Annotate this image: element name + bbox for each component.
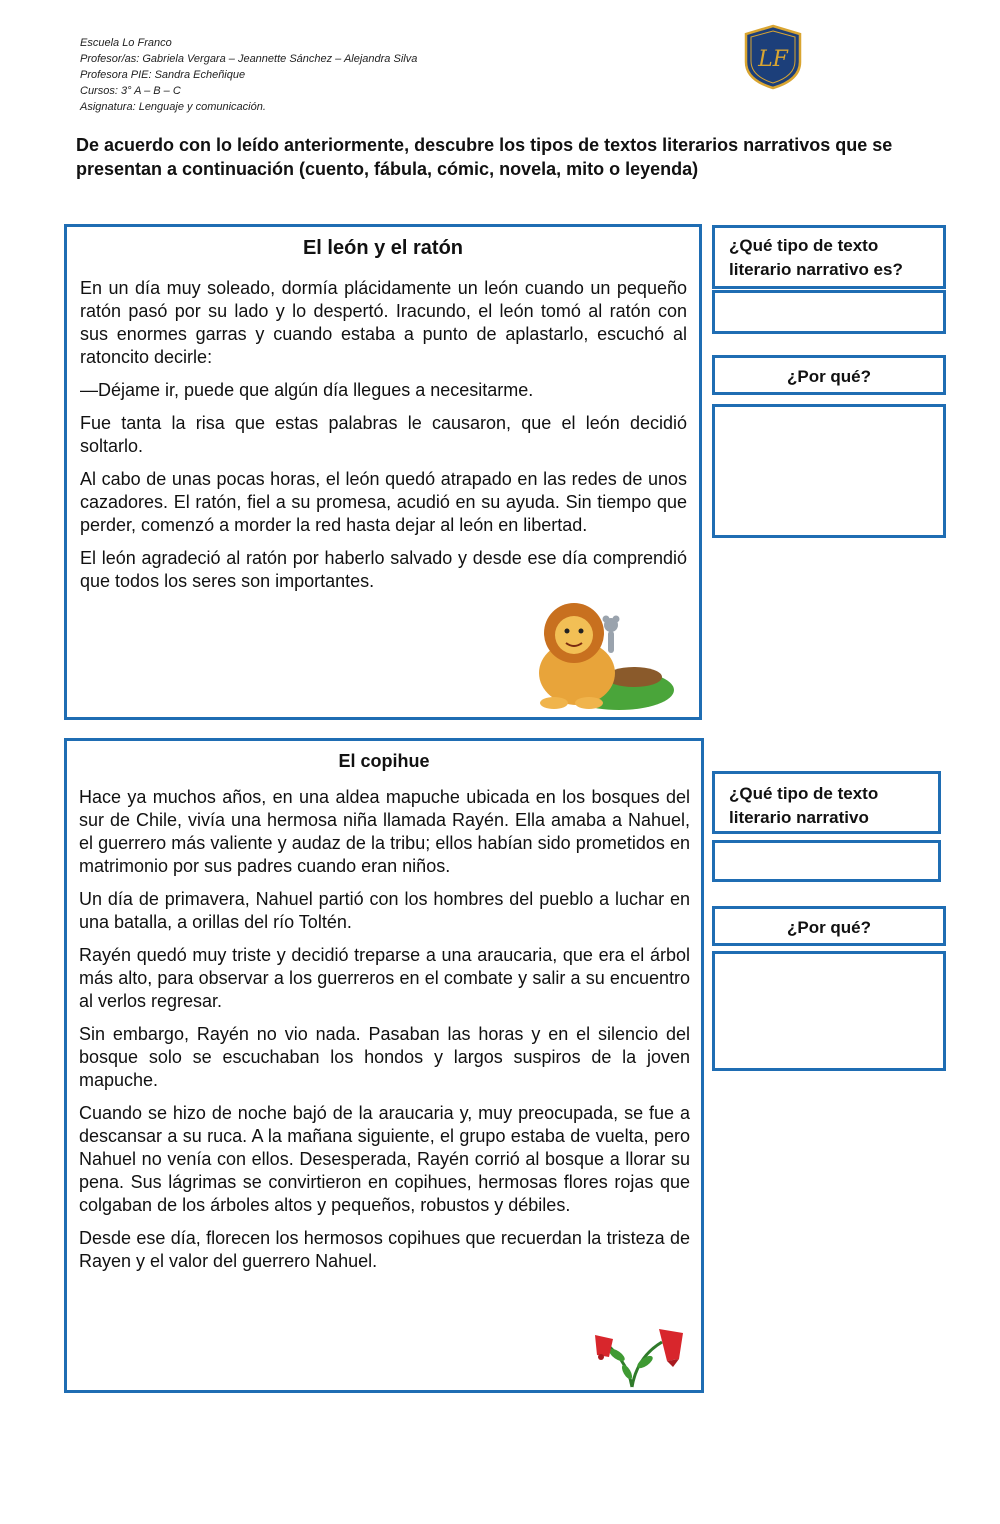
story-paragraph: —Déjame ir, puede que algún día llegues a necesitarme. [80,380,534,400]
story-box-leon-raton [64,224,702,720]
instruction-text: De acuerdo con lo leído anteriormente, descubre los tipos de textos literarios narrativos que se presentan a continuación (cuento, fábula, cómic, novela, mito o leyenda) [76,135,893,179]
question-why-label-box [712,906,946,946]
question-why-label: ¿Por qué? [786,918,872,937]
school-name: Escuela Lo Franco [80,37,172,49]
story-paragraph: Hace ya muchos años, en una aldea mapuche ubicada en los bosques del sur de Chile, vivía una hermosa niña llamada Rayén. Ella amaba a Nahuel, el guerrero más valiente y audaz de la tribu; ellos habían sido prometidos en matrimonio por sus padres cuando eran niños. [79,787,690,876]
question-type-label: ¿Qué tipo de texto literario narrativo es? [729,236,903,279]
story-body [79,786,690,1283]
courses-line: Cursos: 3° A – B – C [80,85,181,97]
story-paragraph: Cuando se hizo de noche bajó de la araucaria y, muy preocupada, se fue a descansar a su ruca. A la mañana siguiente, el grupo estaba de vuelta, pero Nahuel no venía con ellos. Desesperada, Rayén corrió al bosque a llorar su pena. Sus lágrimas se convirtieron en copihues, hermosas flores rojas que colgaban de los árboles altos y pequeños, robustos y débiles. [79,1103,690,1215]
answer-type-input[interactable] [712,290,946,334]
story-paragraph: Al cabo de unas pocas horas, el león quedó atrapado en las redes de unos cazadores. El ratón, fiel a su promesa, acudió en su ayuda. Sin tiempo que perder, comenzó a morder la red hasta dejar al león en libertad. [80,469,687,535]
story-paragraph: El león agradeció al ratón por haberlo salvado y desde ese día comprendió que todos los seres son importantes. [80,548,687,591]
story-body [80,277,687,603]
story-paragraph: Desde ese día, florecen los hermosos copihues que recuerdan la tristeza de Rayen y el valor del guerrero Nahuel. [79,1228,690,1271]
copihue-flower-illustration-icon [587,1317,691,1389]
lion-mouse-illustration-icon [519,595,679,713]
svg-text:LF: LF [758,47,788,72]
school-header [80,35,417,115]
question-why-label: ¿Por qué? [786,367,872,386]
teachers-line: Profesor/as: Gabriela Vergara – Jeannette Sánchez – Alejandra Silva [80,53,418,65]
story-paragraph: Sin embargo, Rayén no vio nada. Pasaban las horas y en el silencio del bosque solo se escuchaban los hondos y largos suspiros de la joven mapuche. [79,1024,690,1090]
story-paragraph: En un día muy soleado, dormía plácidamente un león cuando un pequeño ratón pasó por su lado y lo despertó. Iracundo, el león tomó al ratón con sus enormes garras y cuando estaba a punto de aplastarlo, escuchó al ratoncito decirle: [80,278,687,367]
pie-teacher-line: Profesora PIE: Sandra Echeñique [80,69,246,81]
question-type-label: ¿Qué tipo de texto literario narrativo [729,784,879,827]
answer-why-input[interactable] [712,404,946,538]
story-paragraph: Fue tanta la risa que estas palabras le causaron, que el león decidió soltarlo. [80,413,687,456]
school-logo-icon [740,24,806,90]
story-title: El león y el ratón [302,237,464,259]
question-type-label-box [712,225,946,289]
story-paragraph: Rayén quedó muy triste y decidió treparse a una araucaria, que era el árbol más alto, para observar a los guerreros en el combate y salir a su encuentro al verlos regresar. [79,945,690,1011]
answer-why-input[interactable] [712,951,946,1071]
question-type-label-box [712,771,941,834]
story-title: El copihue [338,751,430,771]
answer-type-input[interactable] [712,840,941,882]
story-box-copihue [64,738,704,1393]
story-paragraph: Un día de primavera, Nahuel partió con los hombres del pueblo a luchar en una batalla, a orillas del río Toltén. [79,889,690,932]
question-why-label-box [712,355,946,395]
subject-line: Asignatura: Lenguaje y comunicación. [80,101,266,113]
